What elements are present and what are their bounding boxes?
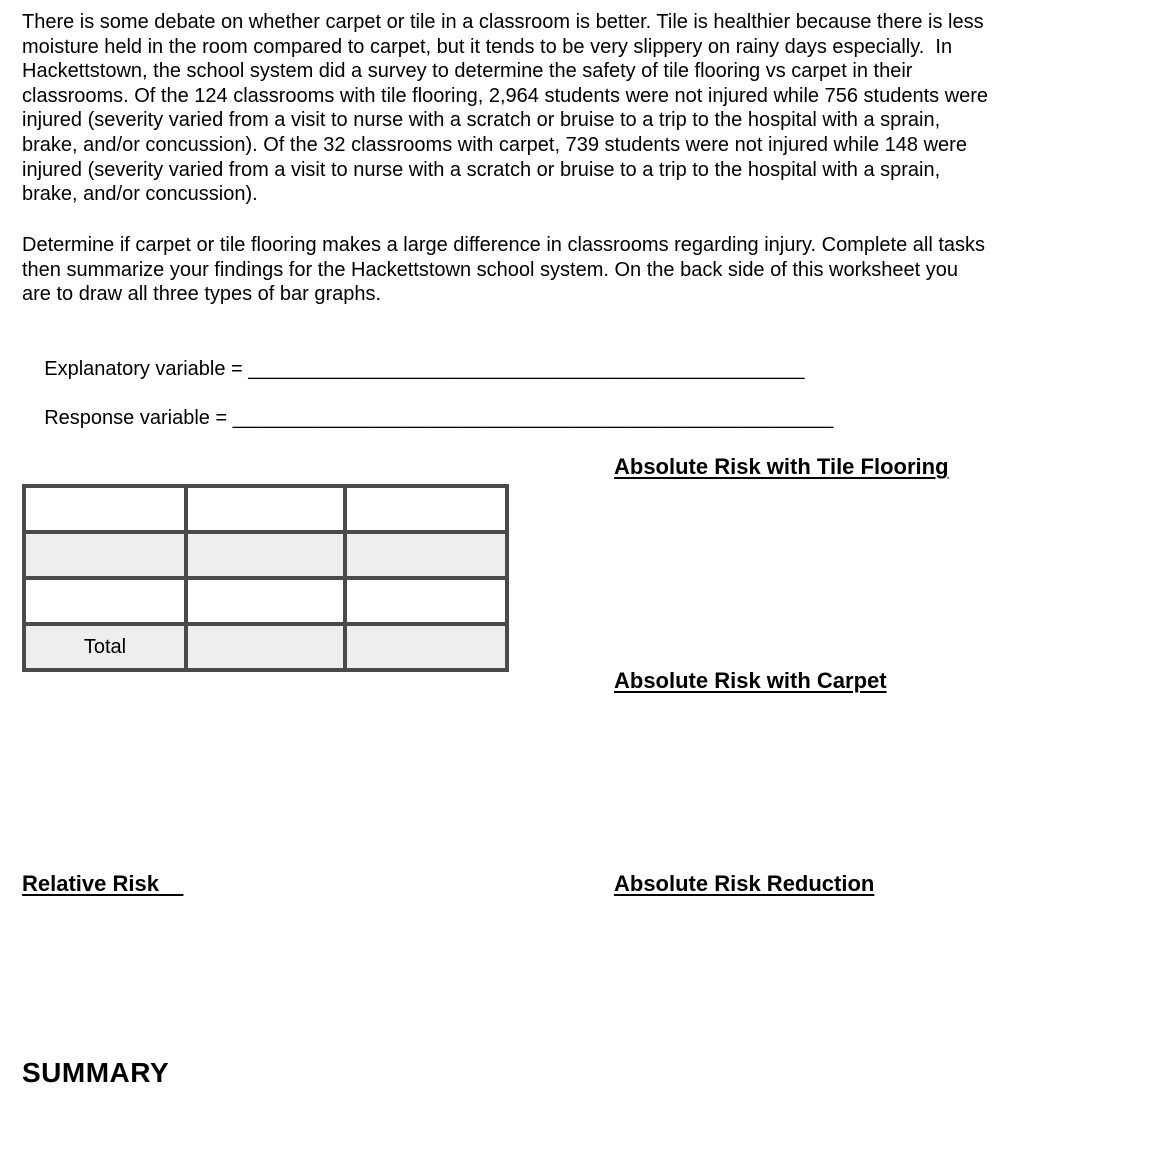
table-cell <box>345 532 507 578</box>
table-cell <box>186 578 345 624</box>
intro-line: injured (severity varied from a visit to nurse with a scratch or bruise to a trip to the hospital with a sprain, <box>22 109 941 132</box>
summary-heading: SUMMARY <box>22 1057 170 1088</box>
intro-line: classrooms. Of the 124 classrooms with tile flooring, 2,964 students were not injured while 756 students were <box>22 84 989 107</box>
table-cell <box>345 486 507 532</box>
heading-absolute-risk-reduction: Absolute Risk Reduction <box>614 871 875 896</box>
table-total-row <box>24 624 507 670</box>
total-label-cell <box>24 624 186 670</box>
table-cell <box>24 578 186 624</box>
instruction-line: are to draw all three types of bar graphs. <box>22 283 382 306</box>
heading-absolute-risk-tile: Absolute Risk with Tile Flooring <box>614 454 949 479</box>
instructions-paragraph <box>22 233 985 307</box>
instruction-line: then summarize your findings for the Hackettstown school system. On the back side of this worksheet you <box>22 258 958 281</box>
intro-paragraph <box>22 10 988 207</box>
table-header-row <box>24 486 507 532</box>
table-row <box>24 578 507 624</box>
two-way-table <box>22 484 509 672</box>
table-cell <box>345 578 507 624</box>
heading-absolute-risk-carpet: Absolute Risk with Carpet <box>614 668 887 693</box>
intro-line: injured (severity varied from a visit to nurse with a scratch or bruise to a trip to the hospital with a sprain, <box>22 158 941 181</box>
response-variable-label: Response variable = <box>44 406 233 429</box>
table-cell <box>24 486 186 532</box>
intro-line: There is some debate on whether carpet or tile in a classroom is better. Tile is healthier because there is less <box>22 11 984 33</box>
table-cell <box>186 624 345 670</box>
intro-line: moisture held in the room compared to carpet, but it tends to be very slippery on rainy days especially. In <box>22 35 953 58</box>
intro-line: brake, and/or concussion). Of the 32 classrooms with carpet, 739 students were not injured while 148 were <box>22 133 967 156</box>
heading-relative-risk: Relative Risk <box>22 871 184 896</box>
explanatory-variable-label: Explanatory variable = <box>44 357 249 380</box>
table-cell <box>186 486 345 532</box>
table-row <box>24 532 507 578</box>
intro-line: Hackettstown, the school system did a survey to determine the safety of tile flooring vs carpet in their <box>22 60 913 83</box>
response-variable-field <box>22 381 833 455</box>
table-cell <box>345 624 507 670</box>
total-label: Total <box>83 635 127 658</box>
table-cell <box>24 532 186 578</box>
table-cell <box>186 532 345 578</box>
explanatory-variable-blank: __________________________________________________ <box>248 357 805 380</box>
response-variable-blank: ______________________________________________________ <box>232 406 834 429</box>
instruction-line: Determine if carpet or tile flooring makes a large difference in classrooms regarding injury. Complete all tasks <box>22 234 986 256</box>
intro-line: brake, and/or concussion). <box>22 183 258 206</box>
